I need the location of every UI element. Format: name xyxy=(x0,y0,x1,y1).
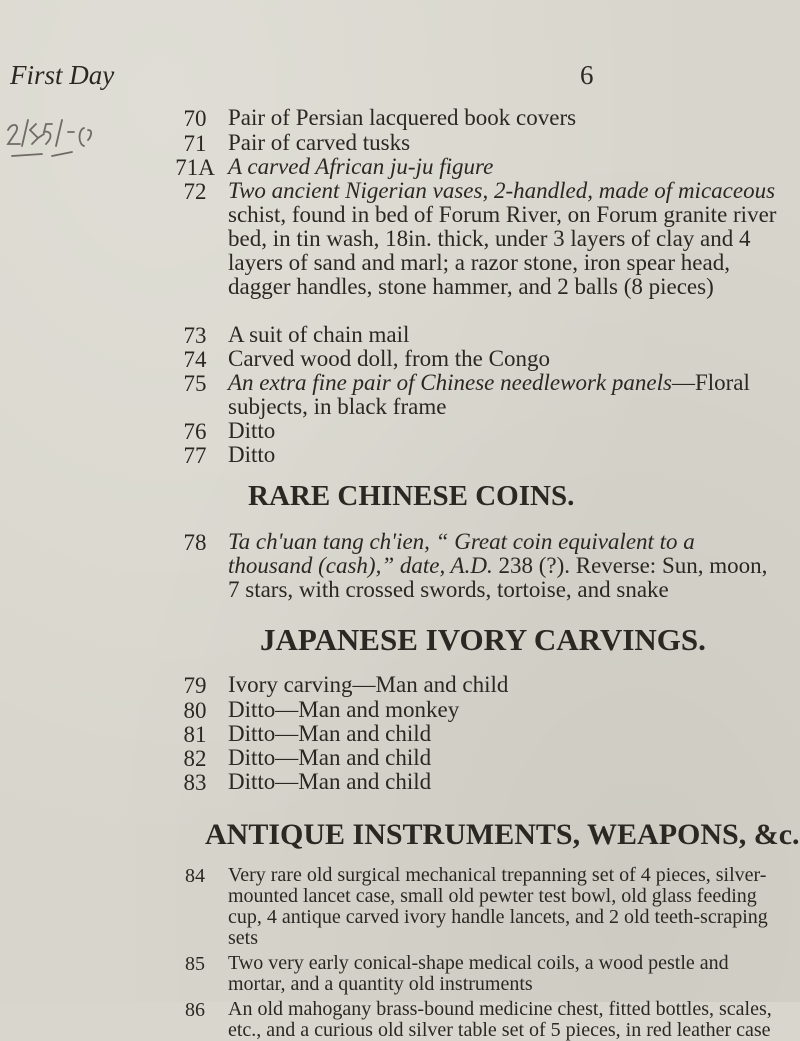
lot-description: Ditto xyxy=(228,442,276,467)
lot-description: Very rare old surgical mechanical trepanning set of 4 pieces, silver-mounted lancet case, small old pewter test bowl, old glass feeding cup, 4 antique carved ivory handle lancets, and 2 old teeth-scraping sets xyxy=(228,864,768,949)
lot-description: Two very early conical-shape medical coils, a wood pestle and mortar, and a quantity old instruments xyxy=(228,952,729,995)
lot-description-rest: 238 (?). Reverse: Sun, moon, 7 stars, with crossed swords, tortoise, and snake xyxy=(228,553,768,602)
lot-number: 73 xyxy=(183,323,207,348)
lot-description: Pair of carved tusks xyxy=(228,130,411,155)
lot-number: 86 xyxy=(185,999,205,1021)
lot-description xyxy=(228,179,783,299)
lot-description: Ivory carving—Man and child xyxy=(228,672,509,697)
section-heading-coins: RARE CHINESE COINS. xyxy=(248,480,575,512)
handwritten-annotation xyxy=(2,116,102,188)
lot-description xyxy=(228,530,783,602)
lot-number: 77 xyxy=(183,443,207,468)
lot-description xyxy=(228,371,783,419)
lot-description: A suit of chain mail xyxy=(228,322,410,347)
lot-number: 84 xyxy=(185,865,205,887)
section-heading-ivory: JAPANESE IVORY CARVINGS. xyxy=(260,622,706,657)
lot-number: 70 xyxy=(183,106,207,131)
lot-number: 71 xyxy=(183,131,207,156)
lot-number: 74 xyxy=(183,347,207,372)
lot-number: 83 xyxy=(183,770,207,795)
lot-description: Ditto—Man and child xyxy=(228,721,432,746)
page-number: 6 xyxy=(580,60,594,90)
lot-description: Pair of Persian lacquered book covers xyxy=(228,105,577,130)
lot-description-lead: Ta ch'uan tang ch'ien, “ Great coin equivalent to a thousand (cash),” date, A.D. xyxy=(228,529,695,578)
lot-description-lead: An extra fine pair of Chinese needlework panels xyxy=(228,370,672,395)
lot-number: 81 xyxy=(183,722,207,747)
lot-description-lead: Two ancient Nigerian vases, 2-handled, made of micaceous xyxy=(228,178,776,203)
lot-description: Ditto xyxy=(228,418,276,443)
lot-description: Ditto—Man and child xyxy=(228,769,432,794)
lot-description: Ditto—Man and child xyxy=(228,745,432,770)
day-heading: First Day xyxy=(10,60,115,90)
lot-number: 72 xyxy=(183,179,207,204)
lot-description-rest: —Floral subjects, in black frame xyxy=(228,370,750,419)
lot-number: 79 xyxy=(183,673,207,698)
lot-number: 76 xyxy=(183,419,207,444)
lot-number: 85 xyxy=(185,953,205,975)
section-heading-instruments: ANTIQUE INSTRUMENTS, WEAPONS, &c. xyxy=(205,818,800,851)
lot-number: 71A xyxy=(175,155,215,180)
lot-description: Carved wood doll, from the Congo xyxy=(228,346,550,371)
lot-number: 82 xyxy=(183,746,207,771)
lot-number: 78 xyxy=(183,530,207,555)
lot-description: Ditto—Man and monkey xyxy=(228,697,460,722)
lot-description: An old mahogany brass-bound medicine chest, fitted bottles, scales, etc., and a curious old silver table set of 5 pieces, in red leather case xyxy=(228,998,772,1041)
lot-description: A carved African ju-ju figure xyxy=(228,154,494,179)
lot-number: 75 xyxy=(183,371,207,396)
lot-description-rest: schist, found in bed of Forum River, on Forum granite river bed, in tin wash, 18in. thick, under 3 layers of clay and 4 layers of sand and marl; a razor stone, iron spear head, dagger handles, stone hammer, and 2 balls (8 pieces) xyxy=(228,202,777,299)
lot-number: 80 xyxy=(183,698,207,723)
